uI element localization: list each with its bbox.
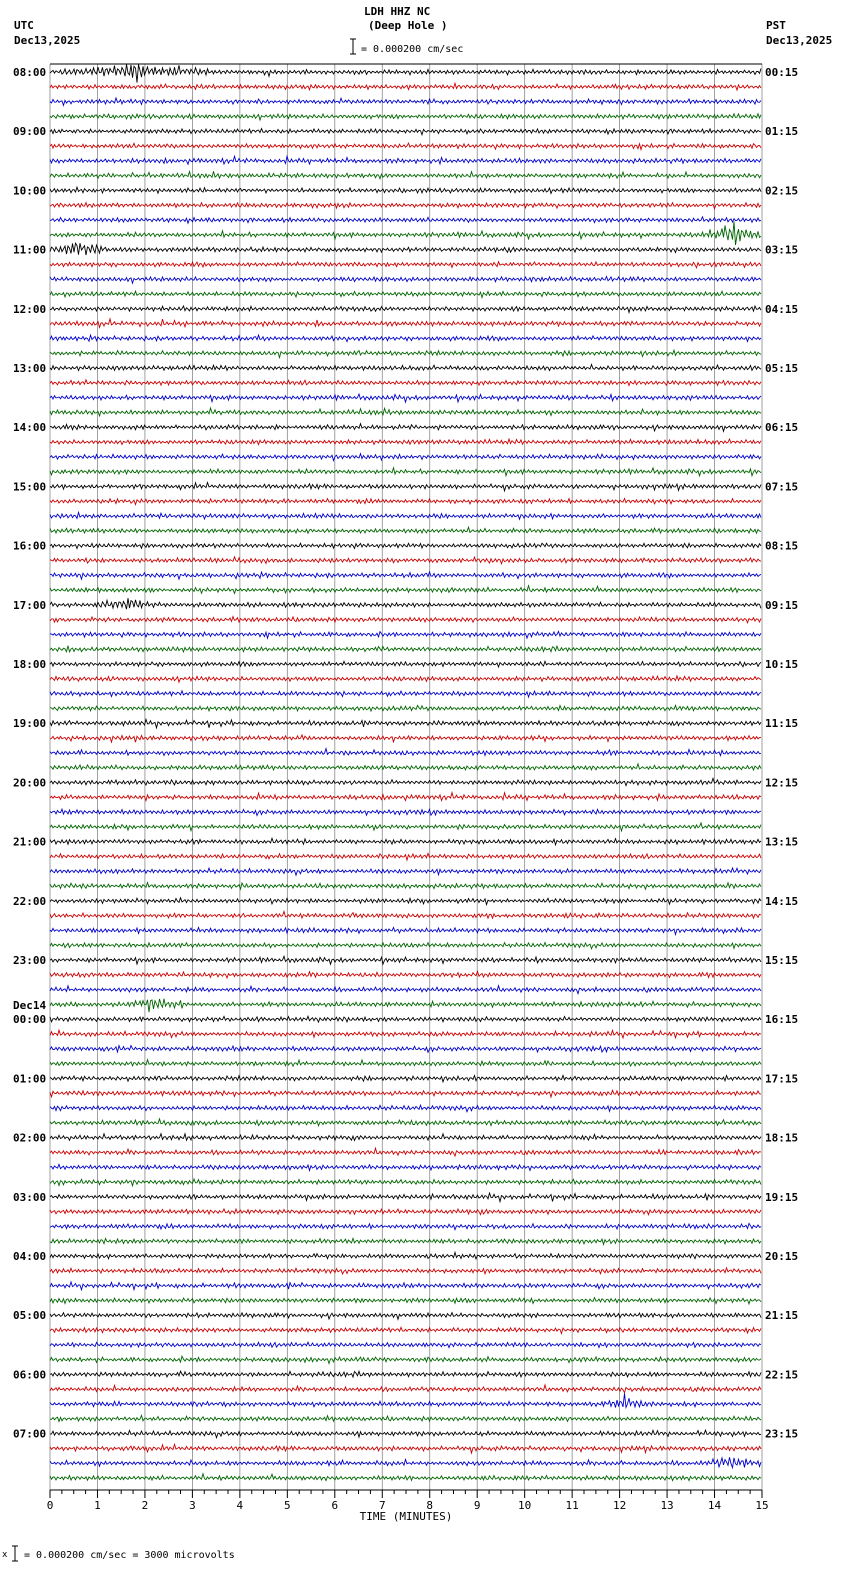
trace-62: [50, 986, 761, 994]
scale-bar-label: = 0.000200 cm/sec: [361, 44, 464, 55]
x-tick-label: 5: [284, 1499, 291, 1512]
trace-57: [50, 911, 761, 918]
trace-58: [50, 928, 761, 935]
utc-hour-label: 08:00: [13, 66, 47, 79]
trace-22: [50, 394, 761, 402]
trace-66: [50, 1046, 761, 1053]
trace-76: [50, 1193, 761, 1202]
trace-21: [50, 380, 761, 386]
pst-hour-label: 02:15: [765, 184, 799, 198]
trace-70: [50, 1105, 761, 1112]
trace-95: [50, 1474, 761, 1481]
trace-13: [50, 262, 761, 268]
x-tick-label: 14: [707, 1499, 722, 1512]
utc-hour-label: 04:00: [13, 1250, 47, 1263]
utc-hour-label: 05:00: [13, 1309, 47, 1323]
trace-65: [50, 1030, 761, 1038]
pst-hour-label: 18:15: [765, 1131, 799, 1145]
trace-55: [50, 883, 761, 890]
site-name: (Deep Hole ): [368, 19, 448, 32]
trace-67: [50, 1060, 761, 1067]
trace-40: [50, 661, 761, 667]
trace-31: [50, 527, 761, 533]
pst-hour-label: 15:15: [765, 954, 799, 967]
trace-0: [50, 64, 761, 82]
trace-18: [50, 335, 761, 342]
trace-87: [50, 1356, 761, 1363]
utc-hour-label: 21:00: [13, 835, 47, 849]
trace-60: [50, 956, 761, 964]
utc-hour-label: 03:00: [13, 1190, 47, 1204]
trace-26: [50, 454, 761, 461]
x-tick-label: 0: [46, 1499, 54, 1512]
pst-hour-label: 12:15: [765, 776, 799, 790]
trace-52: [50, 838, 761, 845]
trace-34: [50, 572, 761, 579]
utc-date-label: Dec14: [13, 999, 47, 1013]
pst-hour-label: 00:15: [765, 66, 799, 79]
trace-92: [50, 1430, 761, 1438]
pst-hour-label: 22:15: [765, 1368, 799, 1382]
x-tick-label: 11: [565, 1499, 579, 1512]
utc-hour-label: 10:00: [13, 184, 47, 198]
trace-74: [50, 1164, 761, 1170]
trace-78: [50, 1223, 761, 1229]
pst-hour-label: 14:15: [765, 894, 799, 908]
x-tick-label: 13: [660, 1499, 674, 1512]
trace-25: [50, 439, 761, 445]
pst-hour-label: 19:15: [765, 1190, 799, 1204]
trace-14: [50, 277, 761, 284]
trace-33: [50, 557, 761, 564]
trace-47: [50, 764, 761, 770]
trace-82: [50, 1282, 761, 1290]
trace-83: [50, 1298, 761, 1304]
trace-12: [50, 243, 761, 255]
x-tick-label: 1: [94, 1499, 101, 1512]
x-tick-label: 3: [189, 1499, 196, 1512]
pst-hour-label: 23:15: [765, 1427, 799, 1441]
x-tick-label: 4: [236, 1499, 244, 1512]
trace-20: [50, 365, 761, 371]
footer-scale-note: = 0.000200 cm/sec = 3000 microvolts: [24, 1550, 235, 1561]
trace-36: [50, 598, 761, 609]
pst-hour-label: 20:15: [765, 1250, 799, 1263]
trace-75: [50, 1179, 761, 1186]
utc-hour-label: 16:00: [13, 539, 47, 553]
pst-hour-label: 08:15: [765, 539, 799, 553]
trace-50: [50, 809, 761, 815]
trace-86: [50, 1342, 761, 1347]
trace-71: [50, 1119, 761, 1126]
trace-81: [50, 1268, 761, 1274]
trace-32: [50, 543, 761, 548]
trace-85: [50, 1327, 761, 1333]
trace-77: [50, 1209, 761, 1215]
trace-79: [50, 1238, 761, 1244]
utc-hour-label: 15:00: [13, 480, 47, 494]
left-timezone: UTC: [14, 19, 34, 32]
pst-hour-label: 01:15: [765, 125, 799, 139]
trace-44: [50, 719, 761, 728]
x-axis-title: TIME (MINUTES): [359, 1510, 453, 1523]
trace-8: [50, 187, 761, 193]
utc-hour-label: 01:00: [13, 1072, 47, 1086]
utc-hour-label: 02:00: [13, 1131, 47, 1145]
trace-11: [50, 221, 761, 245]
trace-38: [50, 631, 761, 638]
pst-hour-label: 21:15: [765, 1309, 799, 1323]
trace-27: [50, 468, 761, 476]
trace-80: [50, 1252, 761, 1259]
trace-56: [50, 898, 761, 905]
x-tick-label: 9: [473, 1499, 481, 1512]
utc-hour-label: 18:00: [13, 658, 47, 671]
trace-94: [50, 1457, 761, 1467]
trace-16: [50, 306, 761, 312]
pst-hour-label: 05:15: [765, 362, 799, 375]
trace-30: [50, 512, 761, 519]
trace-41: [50, 676, 761, 682]
pst-hour-label: 17:15: [765, 1072, 799, 1086]
x-tick-label: 8: [426, 1499, 434, 1512]
trace-35: [50, 586, 761, 594]
pst-hour-label: 07:15: [765, 480, 799, 494]
trace-3: [50, 114, 761, 120]
utc-hour-label: 19:00: [13, 717, 47, 731]
trace-72: [50, 1134, 761, 1141]
utc-hour-label: 11:00: [13, 243, 47, 257]
trace-17: [50, 319, 761, 328]
pst-hour-label: 16:15: [765, 1013, 799, 1027]
right-date: Dec13,2025: [766, 34, 833, 47]
utc-hour-label: 14:00: [13, 421, 47, 435]
trace-53: [50, 853, 761, 860]
time-axis: [47, 1490, 769, 1523]
pst-hour-label: 04:15: [765, 302, 799, 316]
x-tick-label: 12: [612, 1499, 627, 1512]
trace-91: [50, 1415, 761, 1421]
utc-hour-label: 06:00: [13, 1368, 47, 1382]
pst-hour-label: 03:15: [765, 243, 799, 257]
trace-4: [50, 129, 761, 135]
trace-24: [50, 424, 761, 432]
trace-2: [50, 98, 761, 105]
pst-hour-label: 11:15: [765, 717, 799, 731]
trace-93: [50, 1444, 761, 1453]
utc-hour-label: 17:00: [13, 598, 47, 612]
left-date: Dec13,2025: [14, 34, 81, 47]
x-tick-label: 10: [518, 1499, 532, 1512]
utc-hour-label: 00:00: [13, 1013, 47, 1027]
station-title: LDH HHZ NC: [364, 5, 431, 18]
trace-1: [50, 83, 761, 90]
trace-69: [50, 1090, 761, 1097]
seismogram-traces: [50, 64, 761, 1480]
trace-6: [50, 156, 761, 164]
trace-37: [50, 617, 761, 623]
trace-28: [50, 483, 761, 491]
trace-89: [50, 1385, 761, 1393]
pst-hour-label: 06:15: [765, 421, 799, 435]
trace-61: [50, 971, 761, 978]
trace-9: [50, 203, 761, 209]
utc-hour-label: 22:00: [13, 894, 47, 908]
trace-10: [50, 217, 761, 223]
trace-7: [50, 171, 761, 178]
trace-42: [50, 691, 761, 697]
utc-hour-label: 07:00: [13, 1427, 47, 1441]
trace-63: [50, 999, 761, 1013]
pst-hour-label: 10:15: [765, 658, 799, 671]
trace-19: [50, 350, 761, 357]
trace-88: [50, 1371, 761, 1377]
x-tick-label: 2: [141, 1499, 149, 1512]
x-tick-label: 7: [378, 1499, 386, 1512]
pst-hour-label: 09:15: [765, 598, 799, 612]
utc-hour-label: 13:00: [13, 362, 47, 375]
trace-5: [50, 143, 761, 149]
trace-15: [50, 291, 761, 297]
trace-51: [50, 823, 761, 831]
trace-73: [50, 1148, 761, 1156]
footer-marker: x: [2, 1550, 8, 1560]
x-tick-label: 15: [755, 1499, 769, 1512]
utc-hour-label: 20:00: [13, 776, 47, 790]
trace-29: [50, 499, 761, 505]
pst-hour-label: 13:15: [765, 835, 799, 849]
x-tick-label: 6: [331, 1499, 339, 1512]
trace-23: [50, 408, 761, 416]
trace-45: [50, 735, 761, 742]
trace-49: [50, 793, 761, 801]
trace-84: [50, 1313, 761, 1320]
trace-39: [50, 646, 761, 652]
trace-68: [50, 1076, 761, 1082]
trace-48: [50, 778, 761, 785]
right-timezone: PST: [766, 19, 786, 32]
trace-90: [50, 1393, 761, 1407]
trace-43: [50, 705, 761, 711]
trace-46: [50, 749, 761, 756]
trace-59: [50, 943, 761, 949]
trace-54: [50, 868, 761, 875]
utc-hour-label: 12:00: [13, 302, 47, 316]
trace-64: [50, 1016, 761, 1022]
utc-hour-label: 09:00: [13, 125, 47, 139]
utc-hour-label: 23:00: [13, 954, 47, 967]
